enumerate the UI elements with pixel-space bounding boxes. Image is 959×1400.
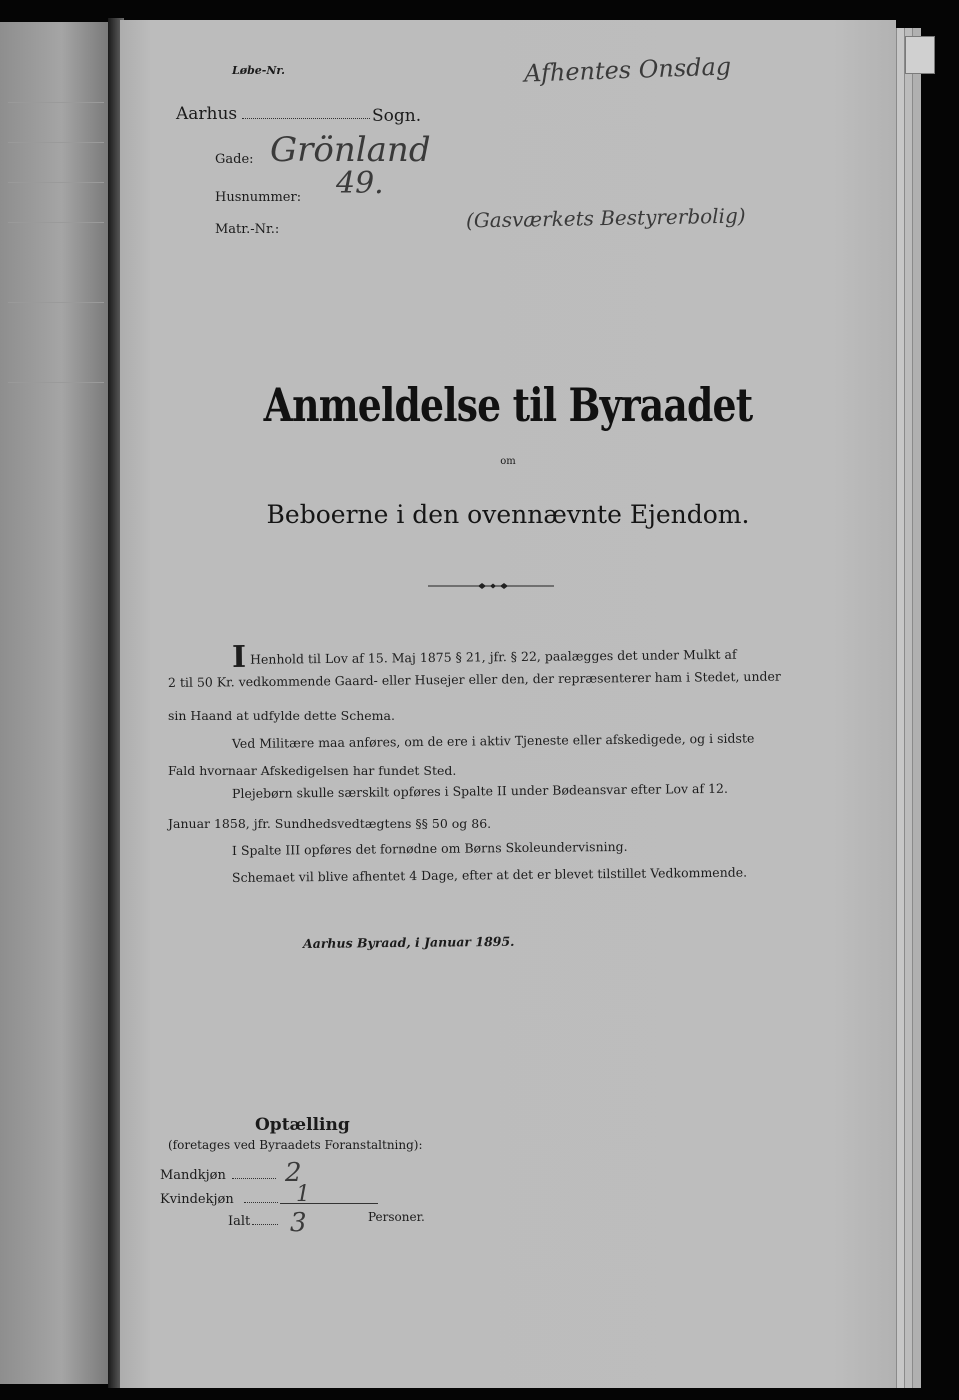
personer-label: Personer. (368, 1210, 425, 1224)
count-subtitle: (foretages ved Byraadets Foranstaltning): (168, 1138, 423, 1152)
lobe-nr-label: Løbe-Nr. (232, 64, 285, 77)
kvinde-dots (244, 1202, 278, 1203)
count-title: Optælling (255, 1115, 350, 1135)
ialt-dots (252, 1224, 278, 1225)
body-line-4: Ved Militære maa anføres, om de ere i aktiv Tjeneste eller afskedigede, og i sidste (231, 730, 755, 751)
body-line-3: sin Haand at udfylde dette Schema. (168, 708, 395, 723)
page-tab (905, 36, 935, 74)
body-line-8: I Spalte III opføres det fornødne om Børns Skoleundervisning. (231, 838, 628, 858)
body-line-6: Plejebørn skulle særskilt opføres i Spalte II under Bødeansvar efter Lov af 12. (231, 780, 728, 801)
mand-label: Mandkjøn (160, 1168, 226, 1183)
drop-cap: I (231, 639, 247, 675)
mand-value: 2 (285, 1158, 302, 1188)
handwritten-street: Grönland (270, 130, 431, 170)
signature-line: Aarhus Byraad, i Januar 1895. (302, 933, 515, 951)
kvinde-value: 1 (296, 1182, 310, 1207)
handwritten-note: Afhentes Onsdag (523, 52, 732, 88)
body-line-9: Schemaet vil blive afhentet 4 Dage, efter at det er blevet tilstillet Vedkommende. (231, 864, 748, 885)
ialt-label: Ialt (228, 1214, 251, 1229)
matr-label: Matr.-Nr.: (215, 222, 280, 237)
title-connector: om (500, 456, 516, 467)
handwritten-matr: (Gasværkets Bestyrerbolig) (465, 203, 746, 233)
document-subtitle: Beboerne i den ovennævnte Ejendom. (266, 500, 750, 529)
document-title: Anmeldelse til Byraadet (263, 378, 753, 432)
sum-line (280, 1203, 378, 1204)
city-label: Aarhus (176, 104, 238, 124)
body-line-5: Fald hvornaar Afskedigelsen har fundet Sted. (168, 763, 457, 778)
kvinde-label: Kvindekjøn (160, 1192, 234, 1207)
mand-dots (232, 1178, 276, 1179)
husnummer-label: Husnummer: (215, 190, 302, 205)
ialt-value: 3 (290, 1208, 307, 1238)
body-line-1: I Henhold til Lov af 15. Maj 1875 § 21, jfr. § 22, paalægges det under Mulkt af (231, 639, 737, 675)
sogn-label: Sogn. (372, 106, 422, 126)
handwritten-house-number: 49. (336, 166, 384, 201)
sogn-field (242, 118, 370, 119)
body-line-2: 2 til 50 Kr. vedkommende Gaard- eller Husejer eller den, der repræsenterer ham i Stedet, under (167, 668, 781, 690)
left-page (0, 22, 112, 1384)
ornament-divider (428, 583, 554, 589)
body-line-7: Januar 1858, jfr. Sundhedsvedtægtens §§ 50 og 86. (168, 816, 492, 831)
gade-label: Gade: (215, 152, 254, 167)
page-edge (912, 28, 921, 1388)
